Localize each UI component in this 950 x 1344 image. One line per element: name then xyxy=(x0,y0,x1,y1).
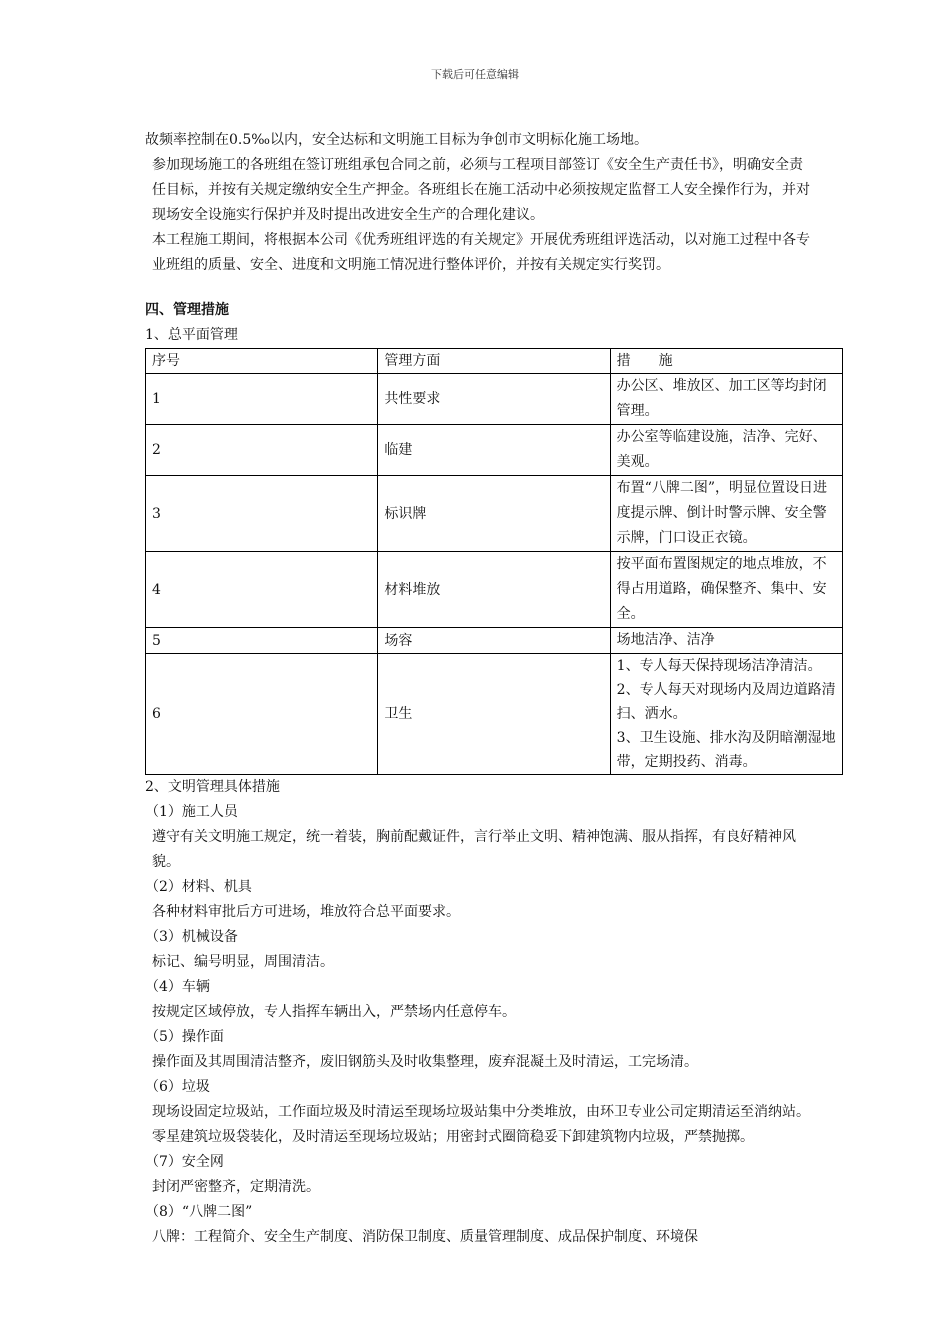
item-text: 遵守有关文明施工规定，统一着装，胸前配戴证件，言行举止文明、精神饱满、服从指挥，有良好精神风貌。 xyxy=(152,829,796,870)
row-aspect: 临建 xyxy=(378,425,610,476)
measure-line: 布置“八牌二图”，明显位置设日进度提示牌、倒计时警示牌、安全警示牌，门口设正衣镜。 xyxy=(616,480,827,546)
item-text: 各种材料审批后方可进场，堆放符合总平面要求。 xyxy=(152,904,460,920)
row-number: 4 xyxy=(146,552,378,628)
subsection-title: 2、文明管理具体措施 xyxy=(145,779,280,795)
item-text: 操作面及其周围清洁整齐，废旧钢筋头及时收集整理，废弃混凝土及时清运，工完场清。 xyxy=(152,1054,698,1070)
intro-paragraph: 参加现场施工的各班组在签订班组承包合同之前，必须与工程项目部签订《安全生产责任书》，明确安全责任目标，并按有关规定缴纳安全生产押金。各班组长在施工活动中必须按规定监督工人安全操作行为，并对现场安全设施实行保护并及时提出改进安全生产的合理化建议。 xyxy=(152,157,810,223)
measure-line: 3、卫生设施、排水沟及阴暗潮湿地带，定期投药、消毒。 xyxy=(616,730,836,770)
item-text: 八牌：工程简介、安全生产制度、消防保卫制度、质量管理制度、成品保护制度、环境保 xyxy=(152,1229,698,1245)
row-aspect: 共性要求 xyxy=(378,374,610,425)
row-measure xyxy=(610,476,842,552)
row-measure xyxy=(610,374,842,425)
intro-paragraph: 本工程施工期间，将根据本公司《优秀班组评选的有关规定》开展优秀班组评选活动，以对施工过程中各专业班组的质量、安全、进度和文明施工情况进行整体评价，并按有关规定实行奖罚。 xyxy=(152,232,810,273)
row-aspect: 标识牌 xyxy=(378,476,610,552)
item-text: 零星建筑垃圾袋装化，及时清运至现场垃圾站；用密封式圈筒稳妥下卸建筑物内垃圾，严禁抛掷。 xyxy=(152,1129,754,1145)
page-header: 下载后可任意编辑 xyxy=(431,68,519,81)
measure-line: 场地洁净、洁净 xyxy=(616,632,715,648)
section-title: 四、管理措施 xyxy=(145,302,229,318)
item-text: 现场设固定垃圾站，工作面垃圾及时清运至现场垃圾站集中分类堆放，由环卫专业公司定期清运至消纳站。 xyxy=(152,1104,810,1120)
row-measure xyxy=(610,628,842,654)
item-text: 封闭严密整齐，定期清洗。 xyxy=(152,1179,320,1195)
table-row xyxy=(146,425,843,476)
management-table xyxy=(145,348,843,775)
table-row xyxy=(146,476,843,552)
item-text: 标记、编号明显，周围清洁。 xyxy=(152,954,334,970)
item-text: 按规定区域停放，专人指挥车辆出入，严禁场内任意停车。 xyxy=(152,1004,516,1020)
measure-line: 1、专人每天保持现场洁净清洁。 xyxy=(616,658,822,674)
table-header-row xyxy=(146,349,843,374)
item-title: （5）操作面 xyxy=(145,1029,224,1045)
table-row xyxy=(146,552,843,628)
row-measure xyxy=(610,552,842,628)
row-measure xyxy=(610,654,842,775)
row-aspect: 场容 xyxy=(378,628,610,654)
row-number: 1 xyxy=(146,374,378,425)
item-title: （6）垃圾 xyxy=(145,1079,210,1095)
row-aspect: 卫生 xyxy=(378,654,610,775)
measure-line: 办公室等临建设施，洁净、完好、美观。 xyxy=(616,429,827,470)
subsection-title: 1、总平面管理 xyxy=(145,327,238,343)
measure-line: 按平面布置图规定的地点堆放，不得占用道路，确保整齐、集中、安全。 xyxy=(616,556,827,622)
row-number: 2 xyxy=(146,425,378,476)
item-title: （8）“八牌二图” xyxy=(145,1204,253,1220)
row-aspect: 材料堆放 xyxy=(378,552,610,628)
row-number: 3 xyxy=(146,476,378,552)
item-title: （1）施工人员 xyxy=(145,804,238,820)
item-title: （7）安全网 xyxy=(145,1154,224,1170)
table-row xyxy=(146,654,843,775)
row-measure xyxy=(610,425,842,476)
item-title: （2）材料、机具 xyxy=(145,879,252,895)
table-row xyxy=(146,374,843,425)
measure-line: 办公区、堆放区、加工区等均封闭管理。 xyxy=(616,378,827,419)
table-row xyxy=(146,628,843,654)
column-header: 序号 xyxy=(146,349,378,374)
column-header: 管理方面 xyxy=(378,349,610,374)
document-body xyxy=(145,128,836,1250)
measure-line: 2、专人每天对现场内及周边道路清扫、洒水。 xyxy=(616,682,836,722)
row-number: 6 xyxy=(146,654,378,775)
item-title: （3）机械设备 xyxy=(145,929,238,945)
row-number: 5 xyxy=(146,628,378,654)
item-title: （4）车辆 xyxy=(145,979,210,995)
column-header: 措 施 xyxy=(610,349,842,374)
intro-paragraph: 故频率控制在0.5‰以内，安全达标和文明施工目标为争创市文明标化施工场地。 xyxy=(145,132,649,148)
